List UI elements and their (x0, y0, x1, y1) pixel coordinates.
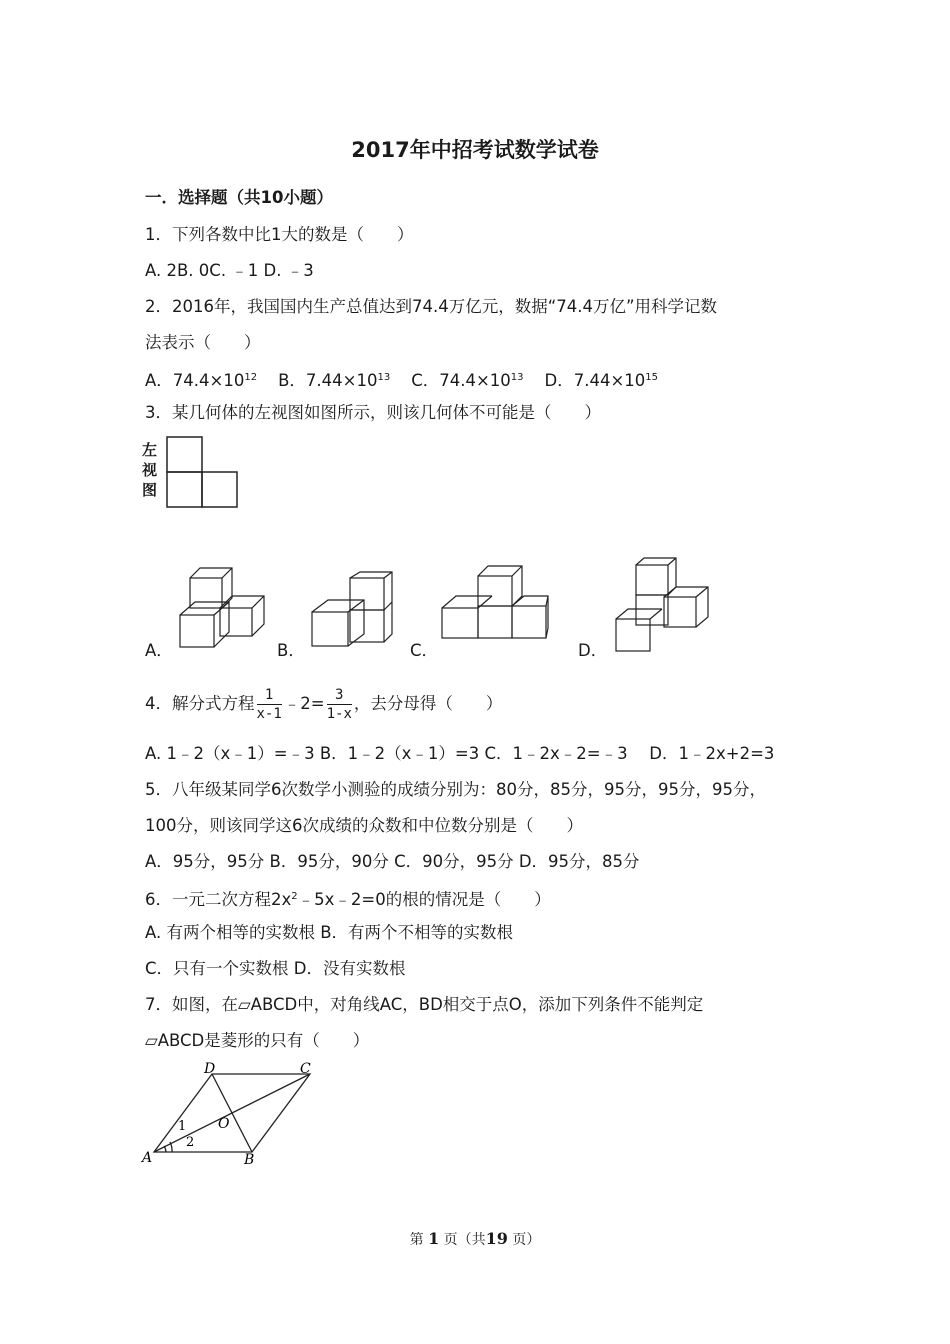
vertex-c-label: C (300, 1061, 311, 1077)
option-a-label: A． (145, 641, 173, 660)
solid-figure-b (302, 570, 402, 650)
solid-figure-c (438, 562, 558, 642)
question-2-stem-line1: 2．2016年，我国国内生产总值达到74.4万亿元，数据“74.4万亿”用科学记数 (145, 297, 718, 316)
parallelogram-figure (140, 1058, 330, 1168)
fraction-1: $\frac{1}{x-1}$ (256, 687, 282, 722)
question-5-stem-line2: 100分，则该同学这6次成绩的众数和中位数分别是（ ） (145, 816, 583, 835)
question-1-options: A. 2B. 0C. ﹣1 D. ﹣3 (145, 261, 314, 280)
option-b-label: B． (277, 641, 305, 660)
angle-2-label: 2 (186, 1135, 195, 1150)
question-2-options (145, 367, 658, 392)
fraction-2: $\frac{3}{1-x}$ (326, 687, 352, 722)
solid-figure-d (610, 555, 710, 655)
solid-figure-a (170, 560, 270, 650)
left-view-figure (166, 436, 240, 510)
angle-1-label: 1 (178, 1119, 187, 1134)
question-4-stem: 4．解分式方程 $\frac{1}{x-1}$ ﹣2= $\frac{3}{1-x}$ ，去分母得（ ） (145, 687, 503, 722)
question-6-options-line1: A. 有两个相等的实数根 B．有两个不相等的实数根 (145, 923, 514, 942)
vertex-b-label: B (244, 1152, 255, 1168)
vertex-d-label: D (204, 1061, 216, 1077)
question-2-stem-line2: 法表示（ ） (145, 333, 261, 352)
option-c-label: C． (410, 641, 439, 660)
option-d: D．$7.44\times 10^{15}$ (544, 371, 658, 390)
question-4-options: A. 1﹣2（x﹣1）=﹣3 B．1﹣2（x﹣1）=3 C．1﹣2x﹣2=﹣3 D．1﹣2x+2=3 (145, 744, 775, 763)
option-b: B．$7.44\times 10^{13}$ (278, 371, 391, 390)
center-o-label: O (218, 1116, 230, 1132)
question-5-stem-line1: 5．八年级某同学6次数学小测验的成绩分别为：80分，85分，95分，95分，95分， (145, 780, 766, 799)
question-6-stem: 6．一元二次方程$2x^2﹣5x﹣2=0$的根的情况是（ ） (145, 890, 551, 909)
option-c: C．$74.4\times 10^{13}$ (411, 371, 524, 390)
question-3-stem: 3．某几何体的左视图如图所示，则该几何体不可能是（ ） (145, 403, 601, 422)
section-heading: 一．选择题（共10小题） (145, 188, 333, 207)
option-d-label: D． (578, 641, 608, 660)
left-view-label: 左 视 图 (142, 441, 158, 499)
question-1-stem: 1．下列各数中比1大的数是（ ） (145, 225, 414, 244)
page-footer: 第 1 页（共19 页） (409, 1229, 541, 1248)
question-7-stem-line1: 7．如图，在▱ABCD中，对角线AC，BD相交于点O，添加下列条件不能判定 (145, 995, 704, 1014)
question-7-stem-line2: ▱ABCD是菱形的只有（ ） (145, 1031, 370, 1050)
question-6-options-line2: C．只有一个实数根 D．没有实数根 (145, 959, 406, 978)
option-a: A．$74.4\times 10^{12}$ (145, 371, 258, 390)
question-5-options: A．95分，95分 B．95分，90分 C．90分，95分 D．95分，85分 (145, 852, 640, 871)
page-title: 2017年中招考试数学试卷 (351, 138, 599, 162)
vertex-a-label: A (142, 1150, 153, 1166)
